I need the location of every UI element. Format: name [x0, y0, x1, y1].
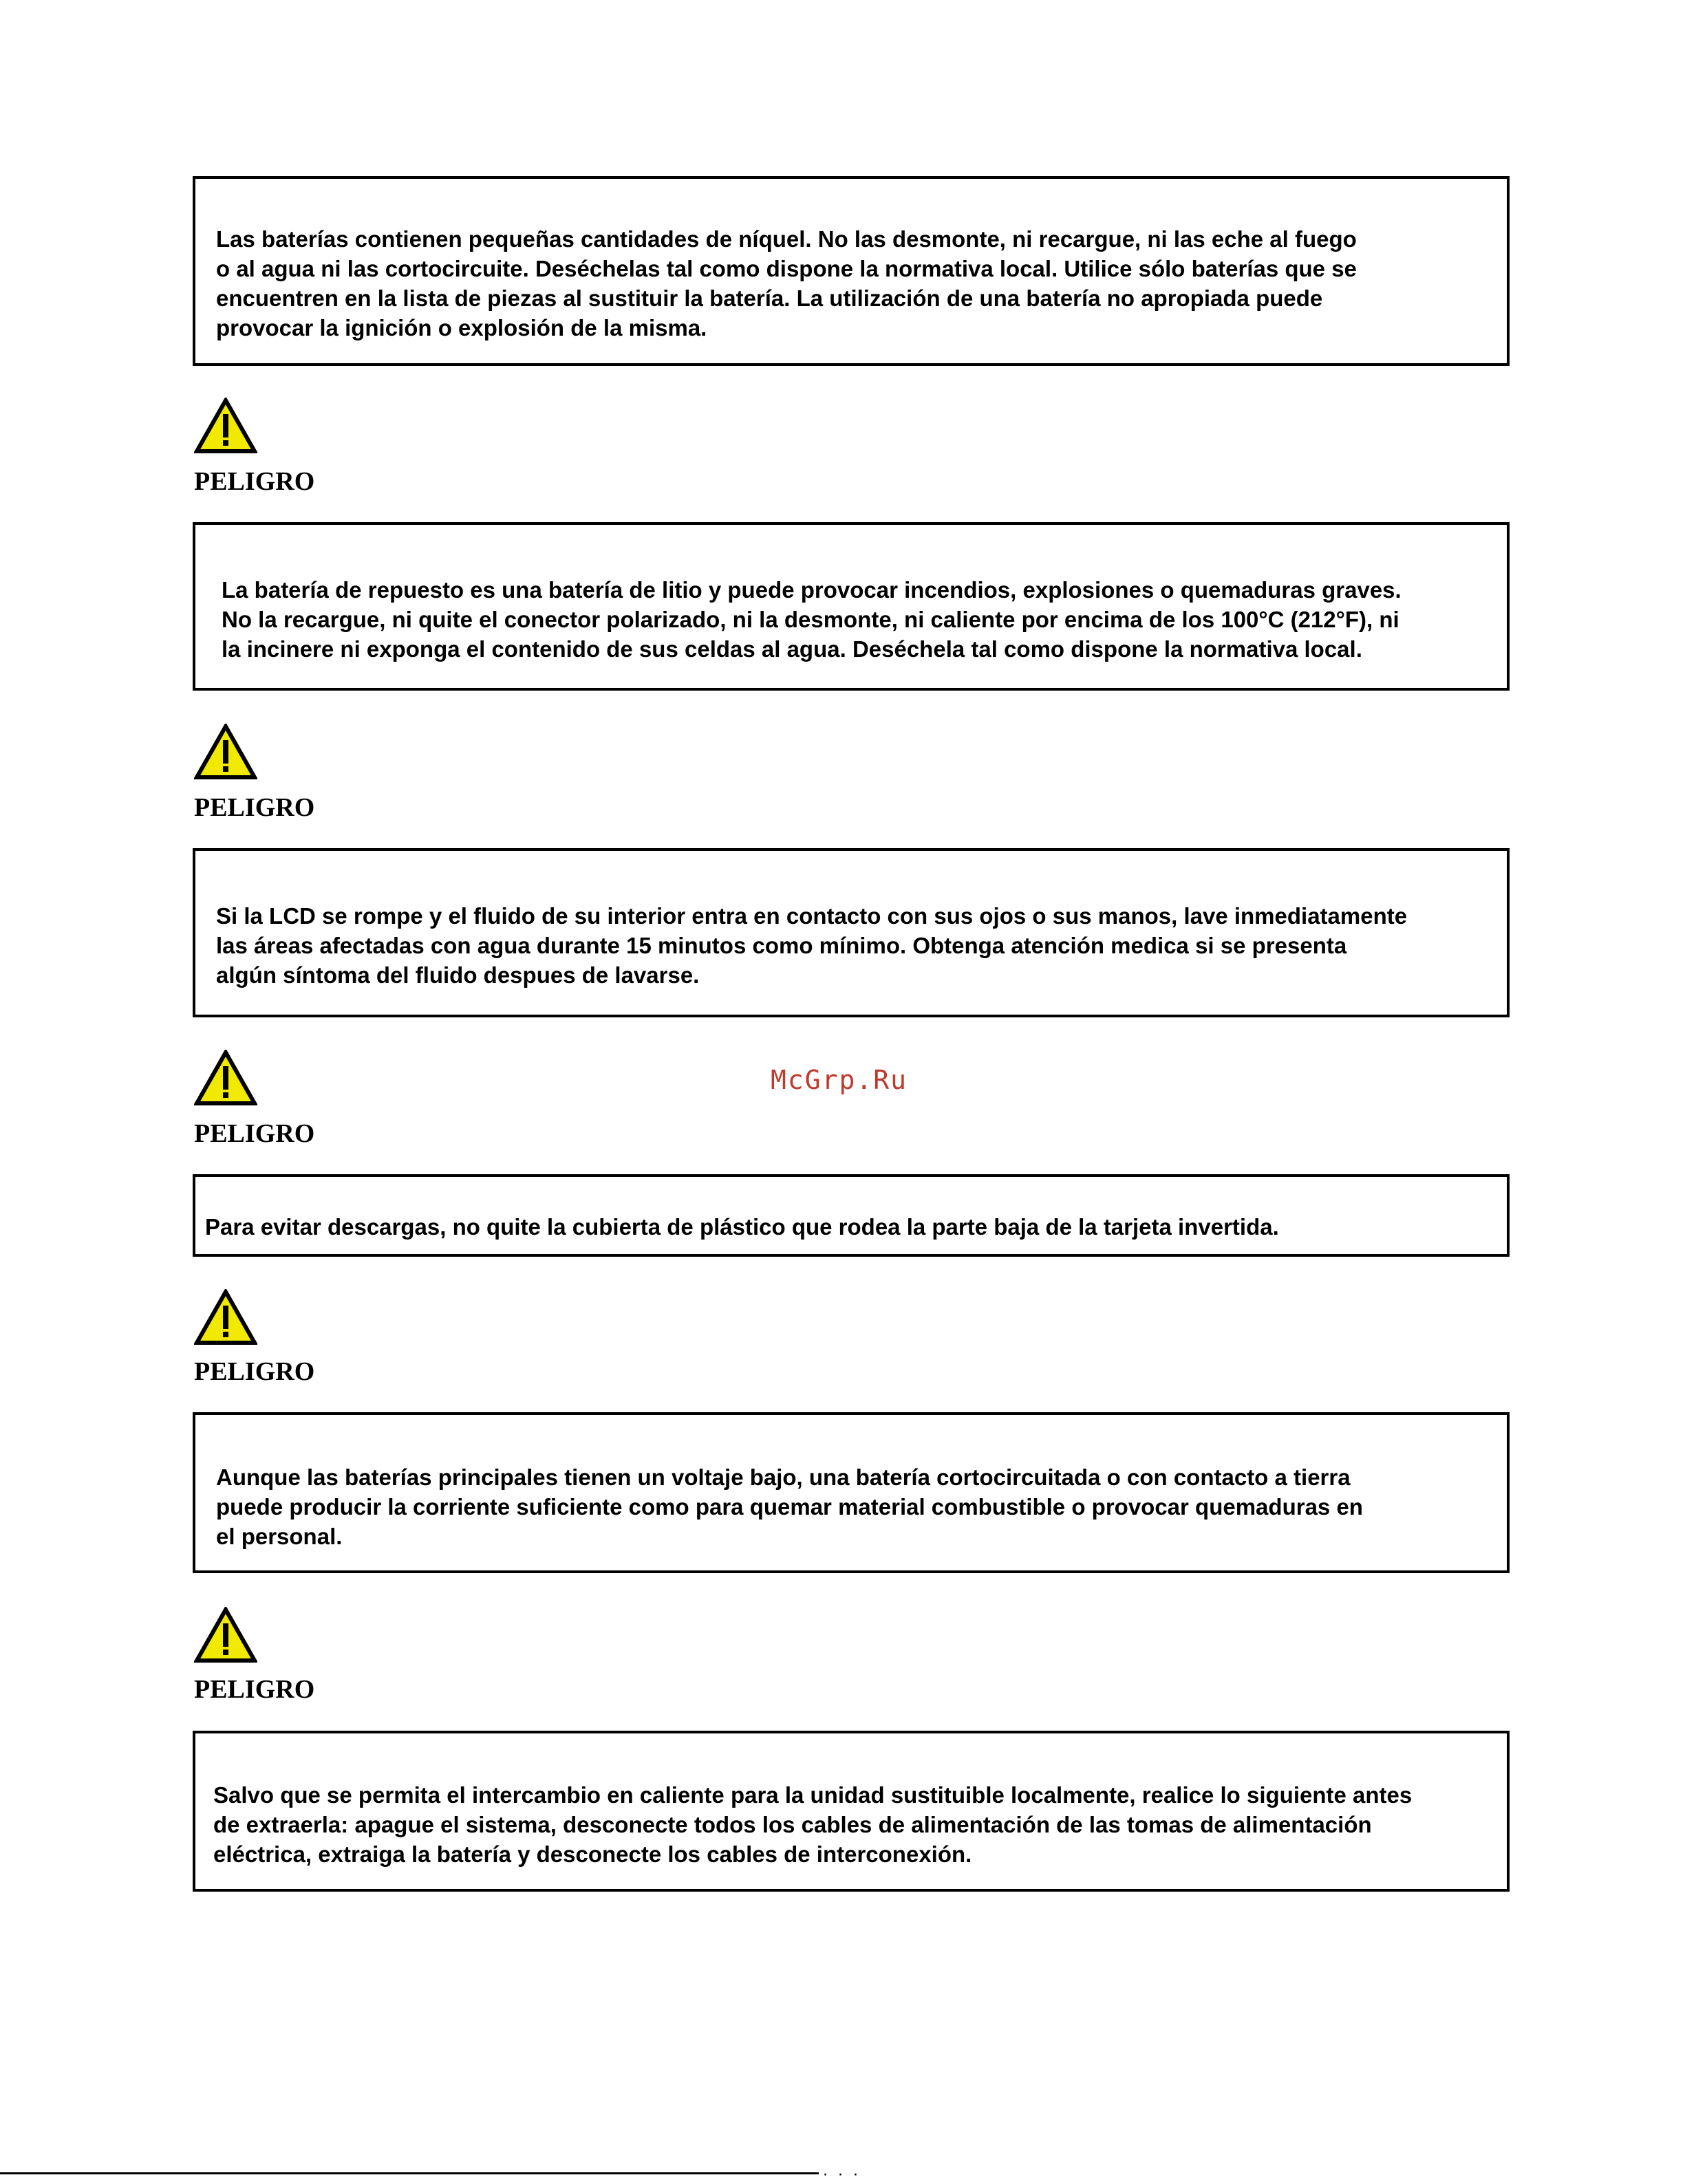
notice-text-3: Si la LCD se rompe y el fluido de su interior entra en contacto con sus ojos o sus manos, lave inmediatamente las áreas afectadas con agua durante 15 minutos como mínimo. Obtenga atención medica si se presenta algún síntoma del fluido despues de lavarse. [216, 903, 1408, 988]
notice-text-2: La batería de repuesto es una batería de litio y puede provocar incendios, explosiones o quemaduras graves. No la recargue, ni quite el conector polarizado, ni la desmonte, ni caliente por encima de los 100°C (212°F), ni la incinere ni exponga el contenido de sus celdas al agua. Deséchela tal como dispone la normativa local. [222, 577, 1402, 662]
peligro-heading-2: PELIGRO [194, 467, 315, 496]
warning-triangle-icon [194, 1289, 257, 1345]
peligro-heading-6: PELIGRO [194, 1675, 315, 1704]
notice-text-5: Aunque las baterías principales tienen un voltaje bajo, una batería cortocircuitada o con contacto a tierra puede producir la corriente suficiente como para quemar material combustible o provocar quemaduras en el personal. [216, 1464, 1363, 1549]
warning-triangle-icon [194, 724, 257, 780]
notice-text-4: Para evitar descargas, no quite la cubierta de plástico que rodea la parte baja de la tarjeta invertida. [205, 1214, 1279, 1240]
warning-triangle-icon [194, 1050, 257, 1106]
notice-text-1: Las baterías contienen pequeñas cantidades de níquel. No las desmonte, ni recargue, ni las eche al fuego o al agua ni las cortocircuite. Deséchelas tal como dispone la normativa local. Utilice sólo baterías que se encuentren en la lista de piezas al sustituir la batería. La utilización de una batería no apropiada puede provocar la ignición o explosión de la misma. [216, 226, 1357, 340]
warning-triangle-icon [194, 398, 257, 454]
warning-triangle-icon [194, 1607, 257, 1663]
footer-rule [0, 2172, 819, 2174]
peligro-heading-4: PELIGRO [194, 1119, 315, 1148]
peligro-heading-3: PELIGRO [194, 793, 315, 822]
notice-text-6: Salvo que se permita el intercambio en caliente para la unidad sustituible localmente, realice lo siguiente antes de extraerla: apague el sistema, desconecte todos los cables de alimentación de las tomas de alimentación eléctrica, extraiga la batería y desconecte los cables de interconexión. [213, 1782, 1413, 1867]
footer-ellipsis: · · · [823, 2167, 861, 2184]
watermark-text: McGrp.Ru [771, 1065, 908, 1095]
peligro-heading-5: PELIGRO [194, 1357, 315, 1386]
